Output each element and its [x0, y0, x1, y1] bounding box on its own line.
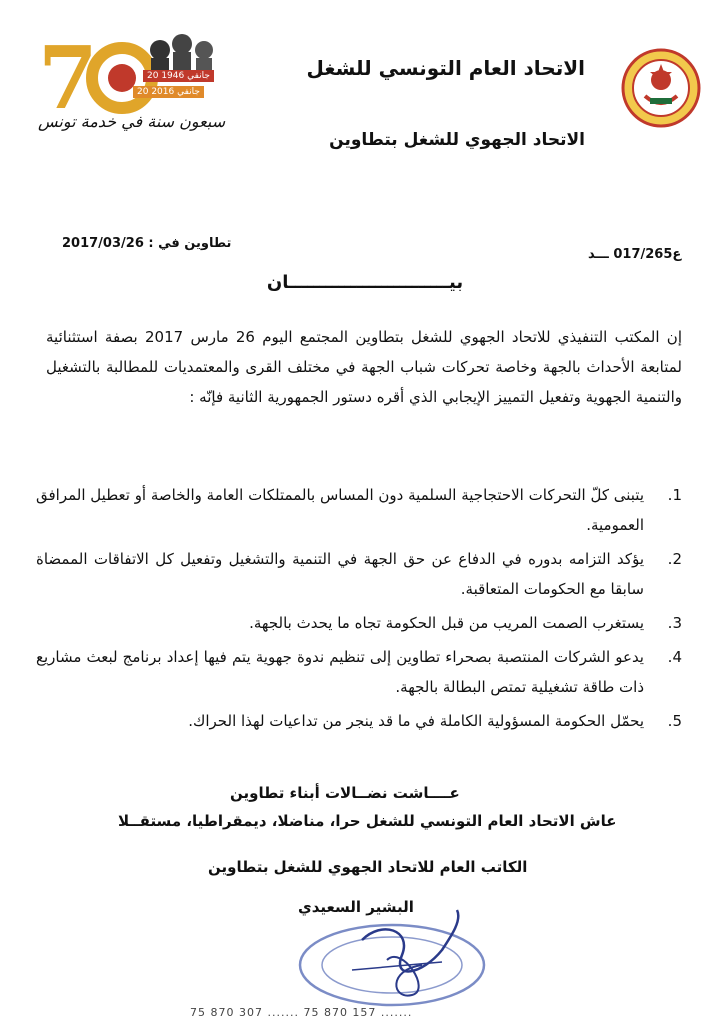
signatory-name: البشير السعيدي: [298, 898, 414, 916]
ugtt-logo-icon: [620, 38, 702, 138]
intro-paragraph: إن المكتب التنفيذي للاتحاد الجهوي للشغل بتطاوين المجتمع اليوم 26 مارس 2017 بصفة استثنائية لمتابعة الأحداث بالجهة وخاصة تحركات شباب الجهة في مختلف القرى والمعتمديات للمطالبة بالتشغيل والتنمية الجهوية وتفعيل التمييز الإيجابي الذي أقره دستور الجمهورية الثانية فإنّه :: [46, 328, 682, 406]
item-number: 1.: [667, 486, 682, 504]
closing-slogan-2: عاش الاتحاد العام التونسي للشغل حرا، مناضلا، ديمقراطيا، مستقــلا: [118, 812, 617, 830]
signatory-title: الكاتب العام للاتحاد الجهوي للشغل بتطاوين: [208, 858, 528, 876]
date-strip-anniversary: 20 جانفي 2016: [133, 86, 204, 98]
item-text: يتبنى كلّ التحركات الاحتجاجية السلمية دون المساس بالممتلكات العامة والخاصة أو تعطيل المرافق العمومية.: [36, 486, 644, 534]
footer-phone: 75 870 307 ....... 75 870 157 .......: [190, 1006, 413, 1019]
item-number: 2.: [667, 550, 682, 568]
org-regional-title: الاتحاد الجهوي للشغل بتطاوين: [329, 130, 585, 150]
item-number: 3.: [667, 614, 682, 632]
item-text: يستغرب الصمت المريب من قبل الحكومة تجاه ما يحدث بالجهة.: [249, 614, 644, 632]
svg-text:7: 7: [38, 28, 98, 129]
closing-slogan-1: عــــاشت نضــالات أبناء تطاوين: [230, 784, 460, 802]
document-title: بيــــــــــــــــــــــــــان: [266, 272, 464, 293]
item-text: يدعو الشركات المنتصبة بصحراء تطاوين إلى تنظيم ندوة جهوية يتم فيها إعداد برنامج لبعث مشاريع ذات طاقة تشغيلية تمتص البطالة بالجهة.: [36, 648, 644, 696]
official-stamp-signature-icon: [292, 900, 502, 1010]
list-item: [36, 642, 682, 702]
item-text: يؤكد التزامه بدوره في الدفاع عن حق الجهة في التنمية والتشغيل وتفعيل كل الاتفاقات الممضاة سابقا مع الحكومات المتعاقبة.: [36, 550, 644, 598]
list-item: [36, 608, 682, 638]
reference-number: ع017/265 ـــد: [588, 247, 682, 262]
org-main-title: الاتحاد العام التونسي للشغل: [306, 56, 585, 80]
resolutions-list: [36, 480, 682, 740]
item-number: 4.: [667, 648, 682, 666]
item-number: 5.: [667, 712, 682, 730]
seventy-years-caption: سبعون سنة في خدمة تونس: [38, 112, 226, 131]
place-date: تطاوين في : 2017/03/26: [62, 236, 232, 251]
date-strip-founding: 20 جانفي 1946: [143, 70, 214, 82]
list-item: [36, 706, 682, 736]
item-text: يحمّل الحكومة المسؤولية الكاملة في ما قد ينجر من تداعيات لهذا الحراك.: [188, 712, 644, 730]
list-item: [36, 544, 682, 604]
list-item: [36, 480, 682, 540]
